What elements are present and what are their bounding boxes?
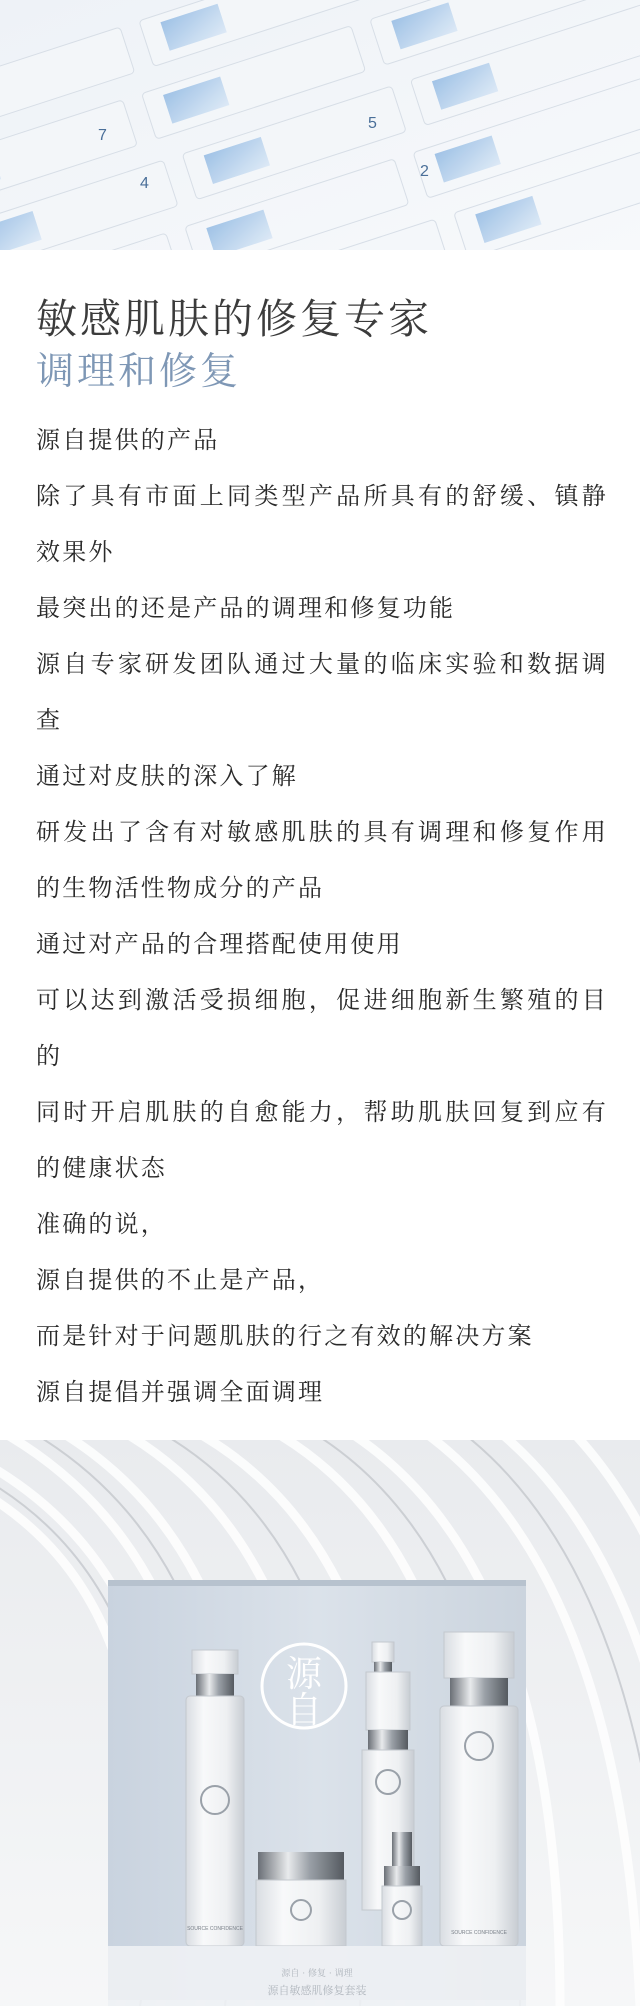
cream-jar xyxy=(256,1852,346,1946)
paragraph: 源自专家研发团队通过大量的临床实验和数据调查 xyxy=(36,650,608,734)
paragraph: 而是针对于问题肌肤的行之有效的解决方案 xyxy=(36,1322,534,1350)
article-title: 敏感肌肤的修复专家 xyxy=(36,295,432,343)
paragraph: 可以达到激活受损细胞，促进细胞新生繁殖的目的 xyxy=(36,986,608,1070)
slide-number: 5 xyxy=(368,115,377,132)
lab-slides-illustration xyxy=(0,0,640,250)
hero-lab-image xyxy=(0,0,640,250)
paragraph: 最突出的还是产品的调理和修复功能 xyxy=(36,594,456,622)
svg-text:SOURCE CONFIDENCE: SOURCE CONFIDENCE xyxy=(187,1926,243,1932)
paragraph: 源自提倡并强调全面调理 xyxy=(36,1378,325,1406)
paragraph: 同时开启肌肤的自愈能力，帮助肌肤回复到应有的健康状态 xyxy=(36,1098,608,1182)
slide-number: 7 xyxy=(98,127,107,144)
svg-text:SOURCE CONFIDENCE: SOURCE CONFIDENCE xyxy=(451,1930,507,1936)
svg-text:自: 自 xyxy=(285,1690,323,1731)
paragraph: 源自提供的产品 xyxy=(36,426,220,454)
product-set-image xyxy=(0,1440,640,2006)
paragraph: 通过对产品的合理搭配使用使用 xyxy=(36,930,403,958)
paragraph: 通过对皮肤的深入了解 xyxy=(36,762,298,790)
paragraph: 研发出了含有对敏感肌肤的具有调理和修复作用的生物活性物成分的产品 xyxy=(36,818,608,902)
box-caption: 源自敏感肌修复套装 xyxy=(267,1984,367,1997)
product-set-illustration xyxy=(0,1440,640,2006)
slide-number: 2 xyxy=(420,163,429,180)
lotion-bottle xyxy=(440,1632,518,1946)
paragraph: 除了具有市面上同类型产品所具有的舒缓、镇静效果外 xyxy=(36,482,608,566)
article-subtitle: 调理和修复 xyxy=(36,349,242,393)
slide-number: 4 xyxy=(140,175,149,192)
paragraph: 准确的说， xyxy=(36,1210,167,1238)
paragraph: 源自提供的不止是产品， xyxy=(36,1266,325,1294)
article-body xyxy=(36,412,608,1420)
svg-text:源: 源 xyxy=(285,1654,323,1695)
box-caption: 源自 · 修复 · 调理 xyxy=(281,1969,353,1979)
article-section xyxy=(0,250,640,1440)
